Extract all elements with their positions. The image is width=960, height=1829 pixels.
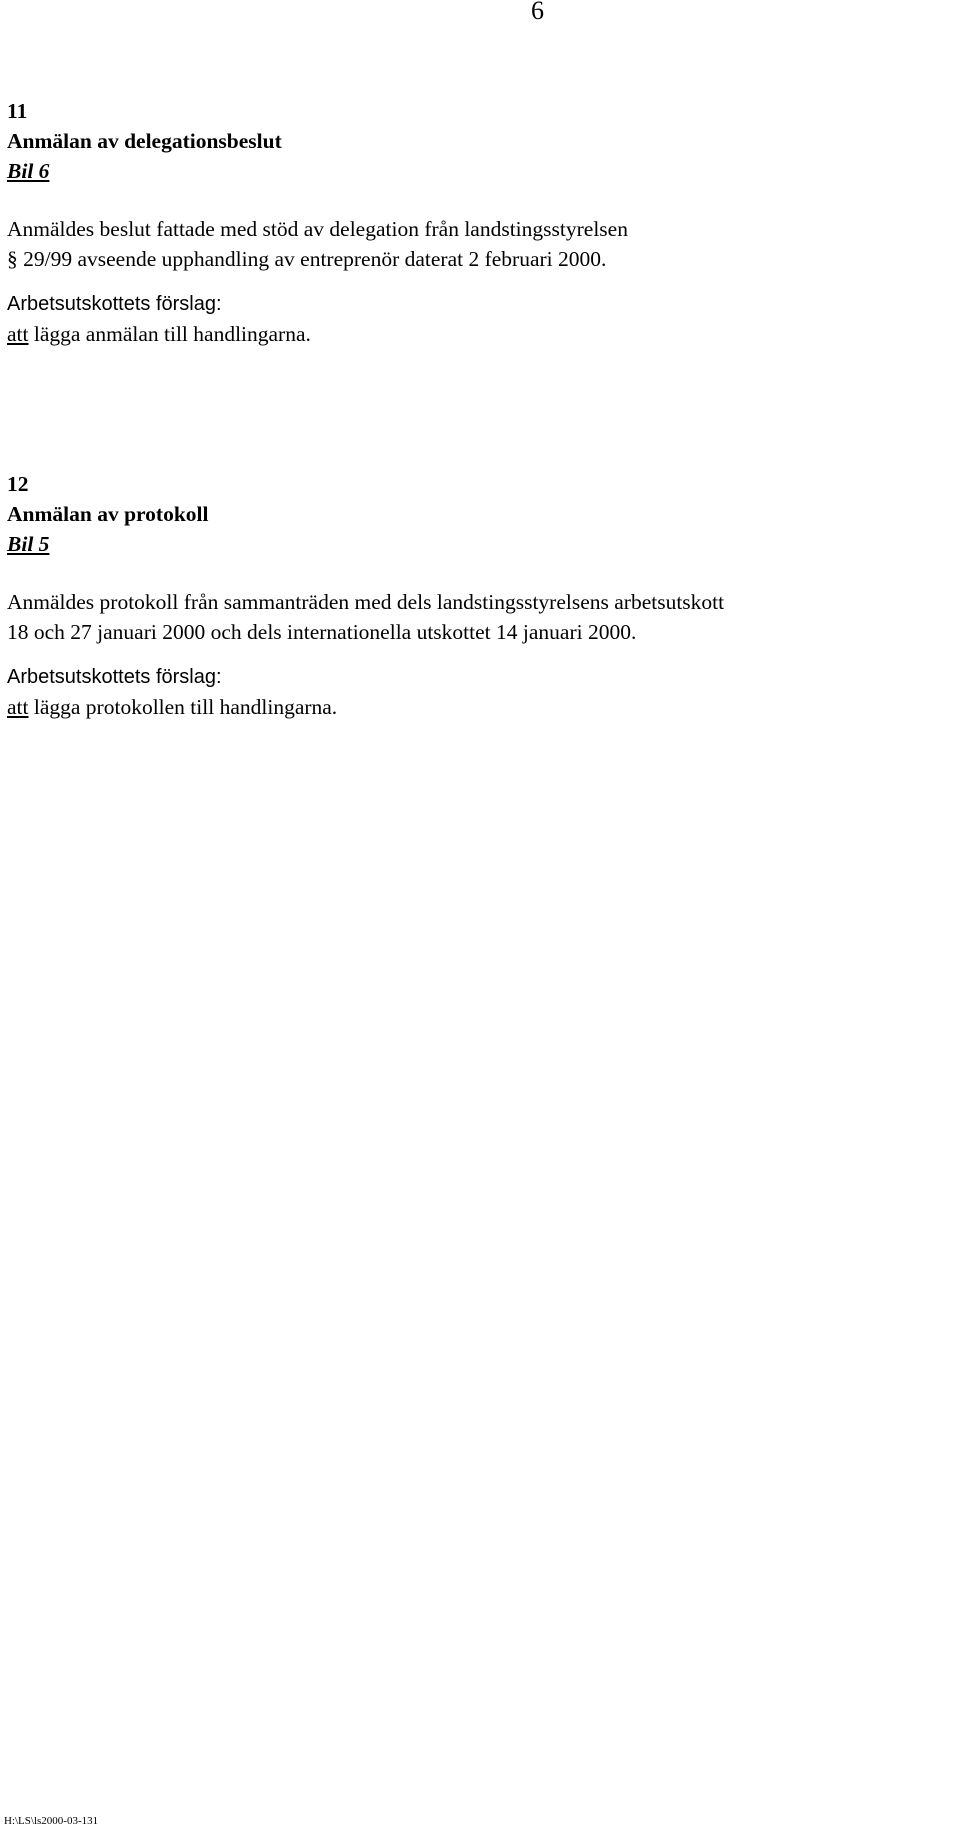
proposal-heading: Arbetsutskottets förslag: [7, 666, 222, 688]
item-title: Anmälan av delegationsbeslut [7, 129, 282, 153]
item-description [7, 587, 957, 647]
proposal-text [7, 692, 957, 722]
proposal-heading: Arbetsutskottets förslag: [7, 293, 222, 315]
agenda-item-11 [7, 96, 957, 349]
description-line: § 29/99 avseende upphandling av entreprenör daterat 2 februari 2000. [7, 247, 607, 271]
file-path-footer: H:\LS\ls2000-03-131 [4, 1815, 99, 1827]
item-number: 12 [7, 472, 29, 496]
attachment-reference: Bil 5 [7, 532, 50, 556]
attachment-reference: Bil 6 [7, 159, 50, 183]
item-number: 11 [7, 99, 28, 123]
proposal-text [7, 319, 957, 349]
description-line: Anmäldes beslut fattade med stöd av delegation från landstingsstyrelsen [7, 217, 628, 241]
item-title: Anmälan av protokoll [7, 502, 209, 526]
att-keyword: att [7, 322, 29, 346]
item-description [7, 214, 957, 274]
att-keyword: att [7, 695, 29, 719]
description-line: Anmäldes protokoll från sammanträden med dels landstingsstyrelsens arbetsutskott [7, 590, 725, 614]
page-number: 6 [531, 0, 544, 25]
proposal-remainder: lägga anmälan till handlingarna. [28, 322, 311, 346]
agenda-item-12 [7, 469, 957, 722]
description-line: 18 och 27 januari 2000 och dels internationella utskottet 14 januari 2000. [7, 620, 637, 644]
proposal-remainder: lägga protokollen till handlingarna. [28, 695, 338, 719]
